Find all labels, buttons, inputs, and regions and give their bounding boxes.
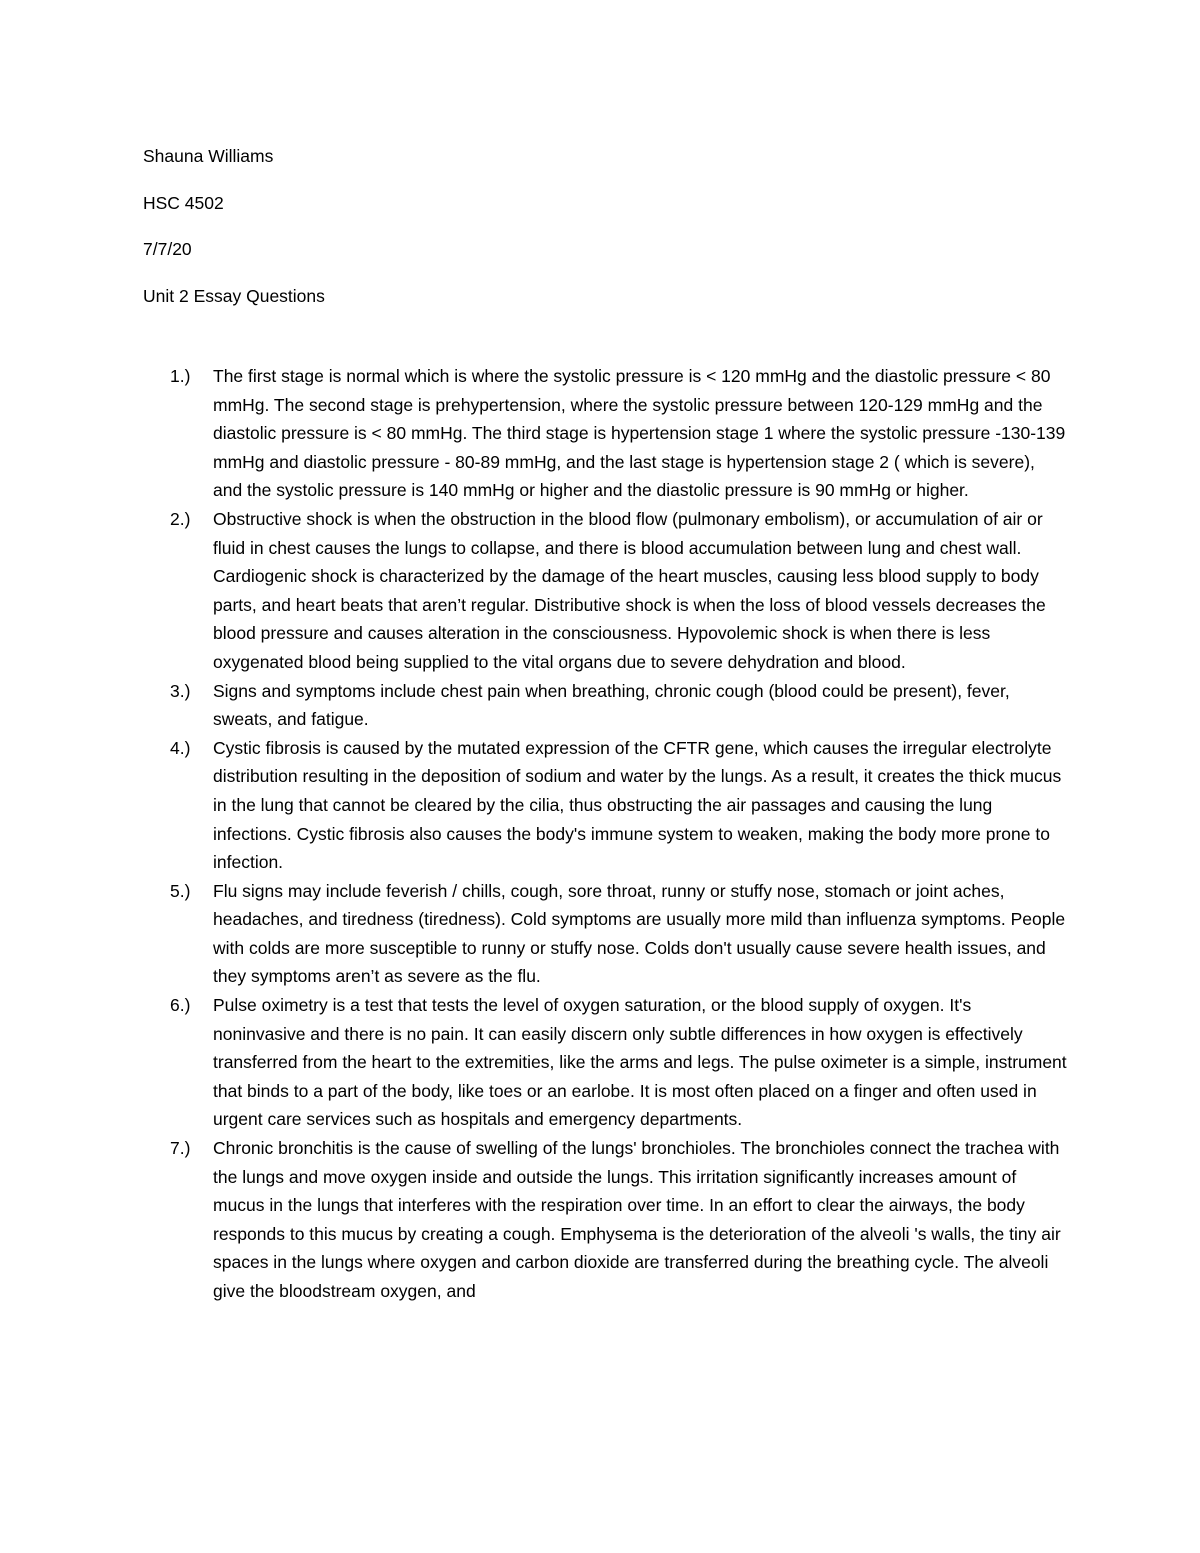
document-header [143,144,1063,330]
answer-number: 1.) [170,366,191,386]
document-title: Unit 2 Essay Questions [143,285,325,306]
answer-item-5 [143,877,1068,991]
answer-number: 3.) [170,680,191,701]
answer-item-3 [143,677,1068,734]
answer-number: 4.) [170,737,191,758]
answer-number: 6.) [170,995,191,1016]
answer-text: The first stage is normal which is where the systolic pressure is < 120 mmHg and the diastolic pressure < 80 mmHg. The second stage is prehypertension, where the systolic pressure between 120-129 mmHg and the diastolic pressure is < 80 mmHg. The third stage is hypertension stage 1 where the systolic pressure -130-139 mmHg and diastolic pressure - 80-89 mmHg, and the last stage is hypertension stage 2 ( which is severe), and the systolic pressure is 140 mmHg or higher and the diastolic pressure is 90 mmHg or higher. [213,366,1066,501]
answer-text: Pulse oximetry is a test that tests the level of oxygen saturation, or the blood supply of oxygen. It's noninvasive and there is no pain. It can easily discern only subtle differences in how oxygen is effectively transferred from the heart to the extremities, like the arms and legs. The pulse oximeter is a simple, instrument that binds to a part of the body, like toes or an earlobe. It is most often placed on a finger and often used in urgent care services such as hospitals and emergency departments. [213,995,1067,1130]
answer-number: 5.) [170,880,191,901]
answers-list [143,362,1068,1306]
document-date: 7/7/20 [143,239,192,259]
answer-number: 7.) [170,1138,191,1159]
answer-text: Chronic bronchitis is the cause of swelling of the lungs' bronchioles. The bronchioles connect the trachea with the lungs and move oxygen inside and outside the lungs. This irritation significantly increases amount of mucus in the lungs that interferes with the respiration over time. In an effort to clear the airways, the body responds to this mucus by creating a cough. Emphysema is the deterioration of the alveoli 's walls, the tiny air spaces in the lungs where oxygen and carbon dioxide are transferred during the breathing cycle. The alveoli give the bloodstream oxygen, and [213,1138,1061,1301]
answer-text: Cystic fibrosis is caused by the mutated expression of the CFTR gene, which causes the irregular electrolyte distribution resulting in the deposition of sodium and water by the lungs. As a result, it creates the thick mucus in the lung that cannot be cleared by the cilia, thus obstructing the air passages and causing the lung infections. Cystic fibrosis also causes the body's immune system to weaken, making the body more prone to infection. [213,737,1062,873]
answer-number: 2.) [170,508,191,529]
answer-item-4 [143,734,1068,877]
answer-text: Signs and symptoms include chest pain when breathing, chronic cough (blood could be present), fever, sweats, and fatigue. [213,680,1010,730]
answer-item-7 [143,1134,1068,1306]
answer-item-6 [143,991,1068,1134]
course-code: HSC 4502 [143,192,224,213]
answer-item-2 [143,505,1068,677]
answer-text: Flu signs may include feverish / chills, cough, sore throat, runny or stuffy nose, stomach or joint aches, headaches, and tiredness (tiredness). Cold symptoms are usually more mild than influenza symptoms. People with colds are more susceptible to runny or stuffy nose. Colds don't usually cause severe health issues, and they symptoms aren’t as severe as the flu. [213,880,1066,987]
answer-text: Obstructive shock is when the obstruction in the blood flow (pulmonary embolism), or accumulation of air or fluid in chest causes the lungs to collapse, and there is blood accumulation between lung and chest wall. Cardiogenic shock is characterized by the damage of the heart muscles, causing less blood supply to body parts, and heart beats that aren’t regular. Distributive shock is when the loss of blood vessels decreases the blood pressure and causes alteration in the consciousness. Hypovolemic shock is when there is less oxygenated blood being supplied to the vital organs due to severe dehydration and blood. [213,508,1046,672]
author-name: Shauna Williams [143,146,274,166]
answer-item-1 [143,362,1068,505]
